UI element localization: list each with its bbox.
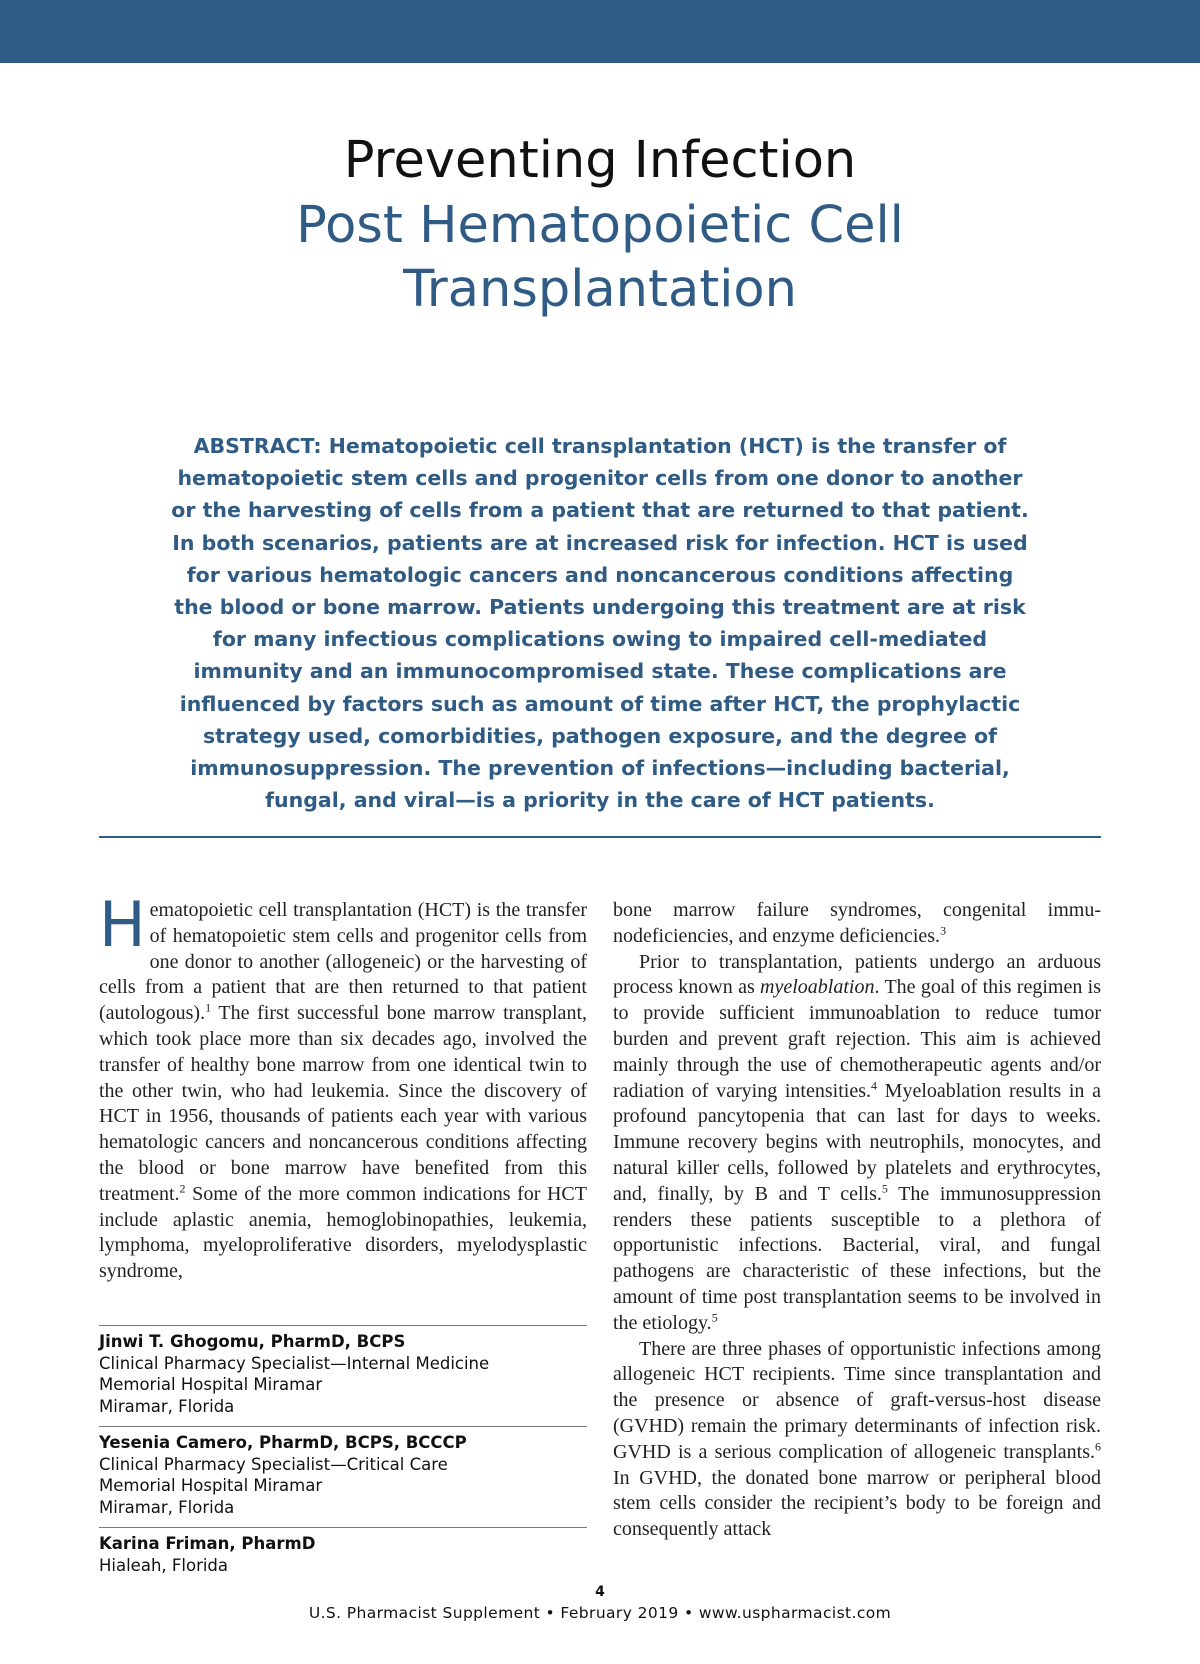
author-location: Miramar, Florida bbox=[99, 1497, 235, 1517]
reference-4: 4 bbox=[870, 1077, 877, 1092]
text-run: There are three phases of opportunistic infections among allogeneic HCT recipients. Time since transplantation and the presence or absence of graft-versus-host disease (GVHD) remain the primary determinants of infection risk. GVHD is a serious complication of allogeneic transplants. bbox=[613, 1337, 1101, 1463]
drop-cap: H bbox=[99, 888, 146, 961]
author-affiliation: Memorial Hospital Miramar bbox=[99, 1375, 323, 1394]
author-location: Miramar, Florida bbox=[99, 1396, 235, 1416]
title-line-1: Preventing Infection bbox=[343, 131, 857, 190]
author-block bbox=[99, 1325, 587, 1426]
reference-2: 2 bbox=[179, 1181, 186, 1196]
text-run: Some of the more common indications for HCT include aplastic anemia, hemoglobinopathies, leukemia, lymphoma, myeloproliferative disorders, myelodysplastic syndrome, bbox=[99, 1182, 587, 1283]
author-title: Clinical Pharmacy Specialist—Critical Care bbox=[99, 1454, 448, 1474]
text-run: Myeloablation results in a profound pancytopenia that can last for days to weeks. Immune recovery begins with neutrophils, monocytes, and natural killer cells, followed by platelets and erythrocytes, and, finally, by B and T cells. bbox=[613, 1079, 1101, 1205]
paragraph bbox=[613, 950, 1101, 1337]
paragraph bbox=[99, 888, 587, 1285]
page-number: 4 bbox=[595, 1584, 605, 1600]
text-run: The first successful bone marrow transplant, which took place more than six decades ago, involved the transfer of healthy bone marrow from one identical twin to the other twin, who had leukemia. Since the discovery of HCT in 1956, thousands of patients each year with various hematologic cancers and noncancerous conditions affecting the blood or bone marrow have benefited from this treatment. bbox=[99, 1002, 587, 1205]
text-run: The immunosuppression renders these patients susceptible to a plethora of opportunistic infections. Bacterial, viral, and fungal pathogens are characteristic of these infections, but the amount of time post transplantation seems to be involved in the etiology. bbox=[613, 1182, 1101, 1334]
author-name: Jinwi T. Ghogomu, PharmD, BCPS bbox=[99, 1332, 406, 1351]
author-block bbox=[99, 1426, 587, 1527]
article-title bbox=[100, 128, 1100, 322]
reference-1: 1 bbox=[205, 1000, 212, 1015]
body-column-left bbox=[99, 888, 587, 1285]
reference-6: 6 bbox=[1095, 1439, 1101, 1454]
abstract: ABSTRACT: Hematopoietic cell transplantation (HCT) is the transfer of hematopoietic stem cells and progenitor cells from one donor to another or the harvesting of cells from a patient that are returned to that patient. In both scenarios, patients are at increased risk for infection. HCT is used for various hematologic cancers and noncancerous conditions affecting the blood or bone marrow. Patients undergoing this treatment are at risk for many infectious complications owing to impaired cell-mediated immunity and an immunocompromised state. These complications are influenced by factors such as amount of time after HCT, the prophylactic strategy used, comorbidities, pathogen exposure, and the degree of immunosuppression. The prevention of infections—including bacterial, fungal, and viral—is a priority in the care of HCT patients. bbox=[171, 434, 1029, 813]
author-location: Hialeah, Florida bbox=[99, 1555, 229, 1575]
author-title: Clinical Pharmacy Specialist—Internal Medicine bbox=[99, 1353, 490, 1373]
author-affiliation: Memorial Hospital Miramar bbox=[99, 1476, 323, 1495]
header-bar bbox=[0, 0, 1200, 63]
author-name: Karina Friman, PharmD bbox=[99, 1534, 316, 1553]
text-run: In GVHD, the donated bone marrow or peripheral blood stem cells consider the recipient’s body to be foreign and consequently attack bbox=[613, 1466, 1101, 1541]
reference-3: 3 bbox=[940, 923, 947, 938]
paragraph bbox=[613, 1337, 1101, 1543]
body-column-right bbox=[613, 898, 1101, 1543]
author-list bbox=[99, 1325, 587, 1576]
reference-5: 5 bbox=[881, 1181, 888, 1196]
author-name: Yesenia Camero, PharmD, BCPS, BCCCP bbox=[99, 1433, 467, 1452]
text-run: Prior to transplantation, patients undergo an arduous process known as bbox=[613, 950, 1101, 999]
title-line-3: Transplantation bbox=[403, 260, 797, 319]
emphasis: myeloablation bbox=[760, 976, 875, 999]
footer-text: U.S. Pharmacist Supplement • February 2019 • www.uspharmacist.com bbox=[308, 1604, 892, 1622]
reference-5: 5 bbox=[711, 1310, 718, 1325]
paragraph bbox=[613, 898, 1101, 950]
title-line-2: Post Hematopoietic Cell bbox=[296, 196, 904, 255]
text-run: ematopoietic cell transplantation (HCT) is the transfer of hematopoietic stem cells and progenitor cells from one donor to another (allogeneic) or the harvesting of cells from a patient that are then returned to that patient (autologous). bbox=[99, 899, 587, 1025]
section-divider bbox=[99, 836, 1101, 838]
text-run: . The goal of this regimen is to provide sufficient immunoablation to reduce tumor burden and prevent graft rejection. This aim is achieved mainly through the use of chemotherapeutic agents and/or radiation of varying intensities. bbox=[613, 976, 1101, 1102]
text-run: bone marrow failure syndromes, congenital immunodeficiencies, and enzyme deficiencies. bbox=[613, 899, 1101, 947]
author-block bbox=[99, 1527, 587, 1576]
